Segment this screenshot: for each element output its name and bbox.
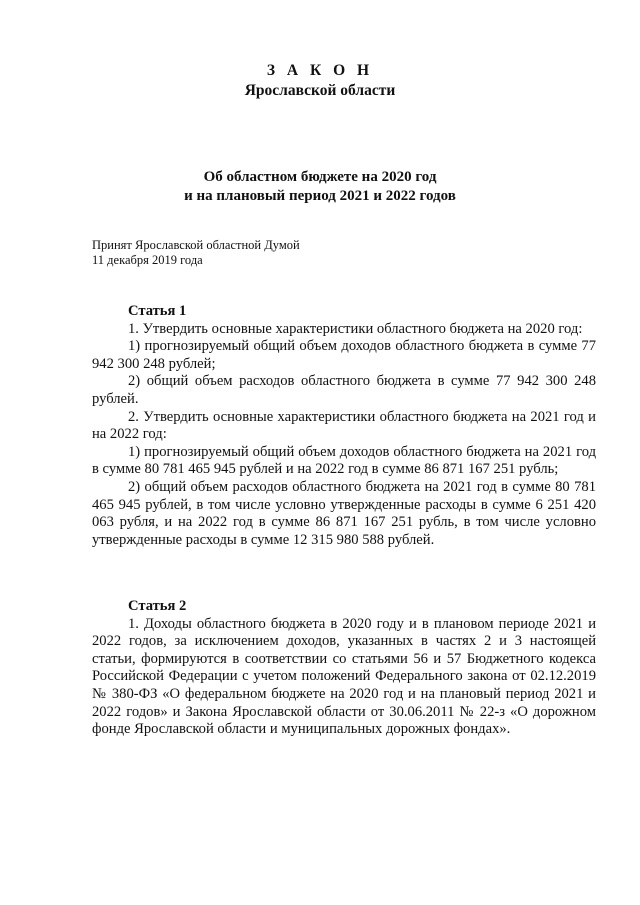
article-1-paragraph: 2. Утвердить основные характеристики областного бюджета на 2021 год и на 2022 год: (92, 408, 596, 443)
law-subject (0, 168, 640, 206)
article-1-paragraph: 1. Утвердить основные характеристики областного бюджета на 2020 год: (128, 320, 583, 337)
law-region: Ярославской области (244, 82, 396, 99)
article-2-paragraph: 1. Доходы областного бюджета в 2020 году и в плановом периоде 2021 и 2022 годов, за исключением доходов, указанных в частях 2 и 3 настоящей статьи, формируются в соответствии со статьями 56 и 57 Бюджетного кодекса Российской Федерации с учетом положений Федерального закона от 02.12.2019 № 380-ФЗ «О федеральном бюджете на 2020 год и на плановый период 2021 и 2022 годов» и Закона Ярославской области от 30.06.2011 № 22-з «О дорожном фонде Ярославской области и муниципальных дорожных фондах». (92, 615, 596, 738)
law-subject-line-1: Об областном бюджете на 2020 год (203, 169, 437, 185)
article-1-paragraph: 1) прогнозируемый общий объем доходов областного бюджета на 2021 год в сумме 80 781 465 945 рублей и на 2022 год в сумме 86 871 167 251 рубль; (92, 443, 596, 478)
law-subject-line-2: и на плановый период 2021 и 2022 годов (184, 188, 456, 204)
article-1-paragraph: 2) общий объем расходов областного бюджета в сумме 77 942 300 248 рублей. (92, 373, 596, 407)
article-2 (92, 598, 596, 739)
article-1-paragraph: 2) общий объем расходов областного бюджета на 2021 год в сумме 80 781 465 945 рублей, в том числе условно утвержденные расходы в сумме 6 251 420 063 рубля, и на 2022 год в сумме 86 871 167 251 рубль, в том числе условно утвержденные расходы в сумме 12 315 980 588 рублей. (92, 478, 596, 548)
adoption-date: 11 декабря 2019 года (92, 253, 203, 267)
article-1 (92, 303, 596, 549)
adoption-body: Принят Ярославской областной Думой (92, 238, 300, 252)
article-1-heading: Статья 1 (128, 303, 187, 319)
adoption-note (92, 238, 300, 268)
law-title: З А К О Н (266, 62, 374, 79)
article-2-heading: Статья 2 (128, 598, 187, 614)
article-1-paragraph: 1) прогнозируемый общий объем доходов областного бюджета в сумме 77 942 300 248 рублей; (92, 338, 596, 372)
